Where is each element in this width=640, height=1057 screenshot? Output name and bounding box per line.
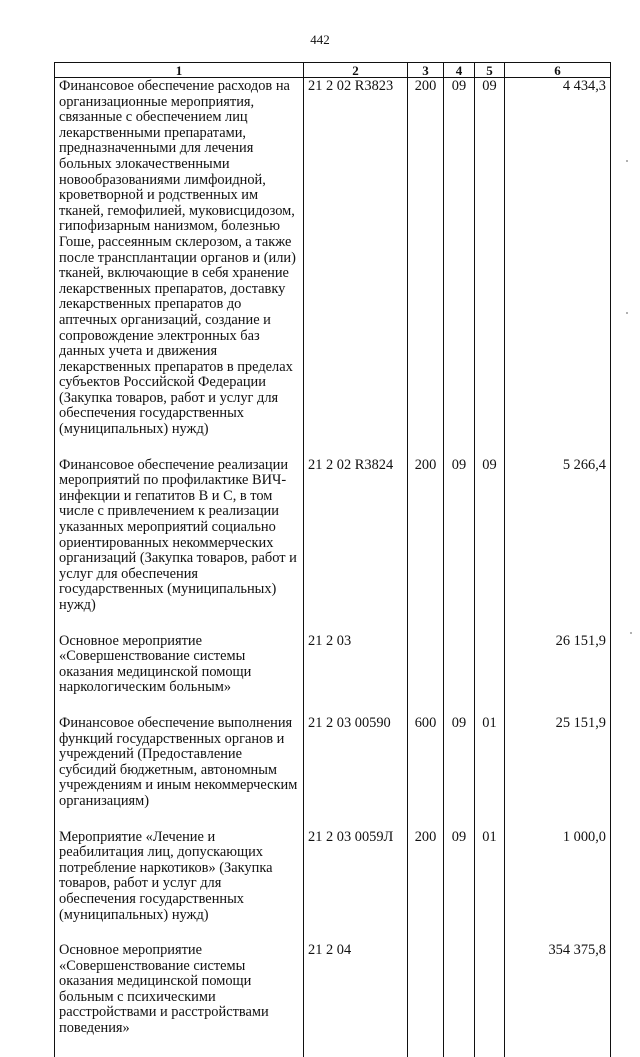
row-col5: 01 <box>475 830 505 944</box>
row-name: Основное мероприятие «Совершенствование системы оказания медицинской помощи наркологическим больным» <box>55 634 304 716</box>
row-col3: 600 <box>408 716 444 830</box>
table-row <box>55 716 611 830</box>
row-code: 21 2 02 R3823 <box>304 78 408 458</box>
budget-table <box>54 62 611 1057</box>
row-amount: 4 434,3 <box>505 78 611 458</box>
row-name: Мероприятие «Лечение и реабилитация лиц, допускающих потребление наркотиков» (Закупка товаров, работ и услуг для обеспечения государственных (муниципальных) нужд) <box>55 830 304 944</box>
column-header-4: 4 <box>444 63 475 78</box>
row-col5 <box>475 943 505 1057</box>
table-header-row <box>55 63 611 78</box>
row-amount: 354 375,8 <box>505 943 611 1057</box>
row-code: 21 2 04 <box>304 943 408 1057</box>
row-col4 <box>444 943 475 1057</box>
row-col3: 200 <box>408 830 444 944</box>
scan-speck <box>630 632 632 634</box>
row-col4: 09 <box>444 458 475 634</box>
row-col4: 09 <box>444 78 475 458</box>
column-header-2: 2 <box>304 63 408 78</box>
row-code: 21 2 03 0059Л <box>304 830 408 944</box>
row-col5 <box>475 634 505 716</box>
row-col4: 09 <box>444 716 475 830</box>
row-name: Финансовое обеспечение реализации мероприятий по профилактике ВИЧ-инфекции и гепатитов B и C, в том числе с привлечением к реализации указанных мероприятий социально ориентированных некоммерческих организаций (Закупка товаров, работ и услуг для обеспечения государственных (муниципальных) нужд) <box>55 458 304 634</box>
row-amount: 25 151,9 <box>505 716 611 830</box>
row-code: 21 2 02 R3824 <box>304 458 408 634</box>
row-col5: 09 <box>475 458 505 634</box>
row-code: 21 2 03 00590 <box>304 716 408 830</box>
row-col4: 09 <box>444 830 475 944</box>
column-header-1: 1 <box>55 63 304 78</box>
row-code: 21 2 03 <box>304 634 408 716</box>
row-amount: 26 151,9 <box>505 634 611 716</box>
table-row <box>55 634 611 716</box>
table-row <box>55 458 611 634</box>
row-col3: 200 <box>408 78 444 458</box>
row-col3 <box>408 943 444 1057</box>
row-name: Финансовое обеспечение расходов на организационные мероприятия, связанные с обеспечением лиц лекарственными препаратами, предназначенными для лечения больных злокачественными новообразованиями лимфоидной, кроветворной и родственных им тканей, гемофилией, муковисцидозом, гипофизарным нанизмом, болезнью Гоше, рассеянным склерозом, а также после трансплантации органов и (или) тканей, включающие в себя хранение лекарственных препаратов, доставку лекарственных препаратов до аптечных организаций, создание и сопровождение электронных баз данных учета и движения лекарственных препаратов в пределах субъектов Российской Федерации (Закупка товаров, работ и услуг для обеспечения государственных (муниципальных) нужд) <box>55 78 304 458</box>
row-col5: 09 <box>475 78 505 458</box>
column-header-6: 6 <box>505 63 611 78</box>
table-row <box>55 830 611 944</box>
page-number: 442 <box>310 32 330 47</box>
row-col3: 200 <box>408 458 444 634</box>
scan-speck <box>626 160 628 162</box>
row-col5: 01 <box>475 716 505 830</box>
row-col4 <box>444 634 475 716</box>
column-header-3: 3 <box>408 63 444 78</box>
scan-speck <box>626 312 628 314</box>
table-row <box>55 78 611 458</box>
row-name: Финансовое обеспечение выполнения функций государственных органов и учреждений (Предоставление субсидий бюджетным, автономным учреждениям и иным некоммерческим организациям) <box>55 716 304 830</box>
row-amount: 5 266,4 <box>505 458 611 634</box>
table-row <box>55 943 611 1057</box>
row-col3 <box>408 634 444 716</box>
row-name: Основное мероприятие «Совершенствование системы оказания медицинской помощи больным с психическими расстройствами и расстройствами поведения» <box>55 943 304 1057</box>
column-header-5: 5 <box>475 63 505 78</box>
row-amount: 1 000,0 <box>505 830 611 944</box>
